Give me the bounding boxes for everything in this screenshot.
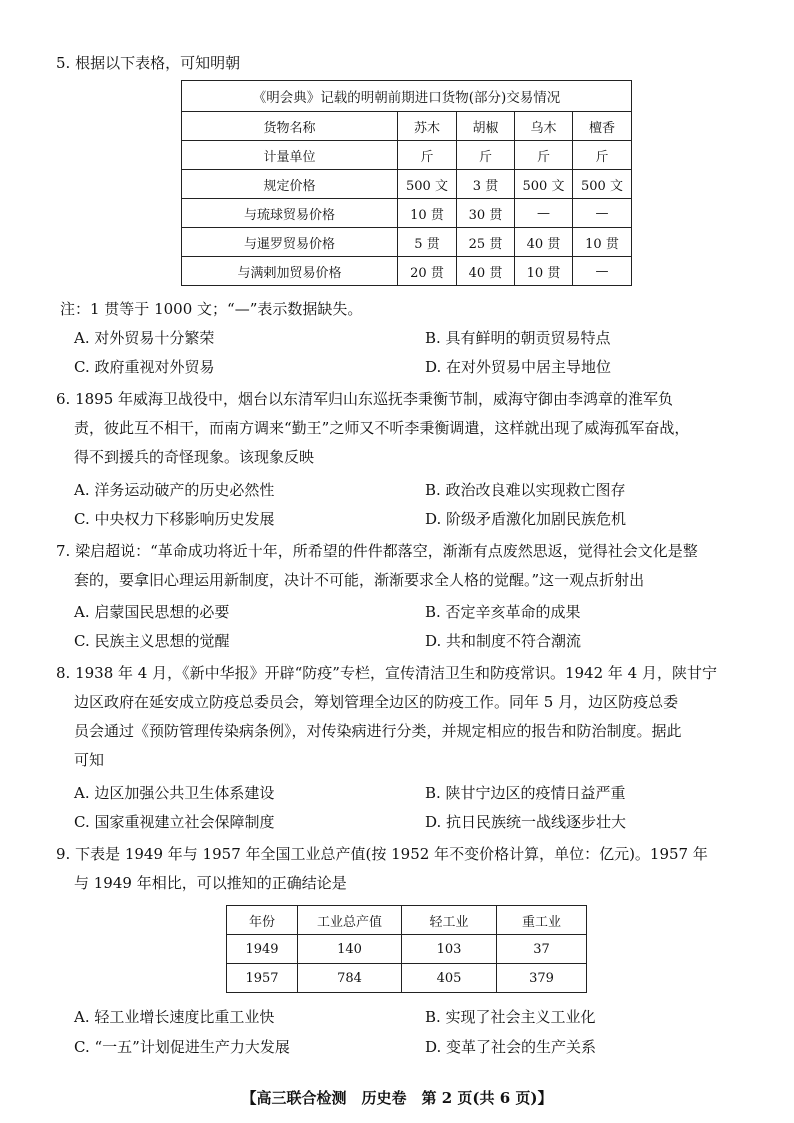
q9-table [226,905,587,993]
table-cell: 30 贯 [457,199,515,228]
table-cell: — [573,257,632,286]
table-cell: 37 [497,935,587,964]
table-cell: 40 贯 [457,257,515,286]
table-row [182,170,632,199]
q6-option-a: A. 洋务运动破产的历史必然性 [74,481,275,499]
q8-stem-line-3: 员会通过《预防管理传染病条例》，对传染病进行分类，并规定相应的报告和防治制度。据此 [74,722,682,740]
q9-stem-line-1: 9. 下表是 1949 年与 1957 年全国工业总产值(按 1952 年不变价格计算，单位：亿元)。1957 年 [56,845,708,863]
table-cell: 重工业 [497,906,587,935]
table-cell: 10 贯 [515,257,573,286]
table-cell: 年份 [227,906,298,935]
q9-option-d: D. 变革了社会的生产关系 [425,1038,597,1056]
q6-option-d: D. 阶级矛盾激化加剧民族危机 [425,510,627,528]
q7-option-c: C. 民族主义思想的觉醒 [74,632,230,650]
q5-option-c: C. 政府重视对外贸易 [74,358,215,376]
table-cell: 500 文 [398,170,457,199]
table-cell: 与满剌加贸易价格 [182,257,398,286]
q8-option-b: B. 陕甘宁边区的疫情日益严重 [425,784,626,802]
table-cell: 斤 [515,141,573,170]
table-cell: 计量单位 [182,141,398,170]
q5-table-caption: 《明会典》记载的明朝前期进口货物(部分)交易情况 [182,81,632,112]
table-cell: 檀香 [573,112,632,141]
table-cell: 规定价格 [182,170,398,199]
table-cell: — [515,199,573,228]
q8-option-d: D. 抗日民族统一战线逐步壮大 [425,813,627,831]
table-cell: 500 文 [573,170,632,199]
table-row [182,228,632,257]
table-cell: 500 文 [515,170,573,199]
table-cell: 405 [402,964,497,993]
table-cell: 40 贯 [515,228,573,257]
table-row [227,906,587,935]
q5-option-d: D. 在对外贸易中居主导地位 [425,358,612,376]
table-row [227,964,587,993]
q9-option-a: A. 轻工业增长速度比重工业快 [74,1008,275,1026]
table-cell: 1949 [227,935,298,964]
q8-option-c: C. 国家重视建立社会保障制度 [74,813,275,831]
table-cell: 货物名称 [182,112,398,141]
q5-note: 注：1 贯等于 1000 文；“—”表示数据缺失。 [60,300,363,318]
table-cell: 轻工业 [402,906,497,935]
table-cell: 784 [298,964,402,993]
q6-option-c: C. 中央权力下移影响历史发展 [74,510,275,528]
q5-table [181,80,632,286]
q7-option-a: A. 启蒙国民思想的必要 [74,603,230,621]
q9-option-b: B. 实现了社会主义工业化 [425,1008,596,1026]
table-cell: 103 [402,935,497,964]
table-cell: 10 贯 [398,199,457,228]
table-cell: 379 [497,964,587,993]
q8-option-a: A. 边区加强公共卫生体系建设 [74,784,275,802]
q8-stem-line-1: 8. 1938 年 4 月，《新中华报》开辟“防疫”专栏，宣传清洁卫生和防疫常识。1942 年 4 月，陕甘宁 [56,664,717,682]
q6-stem-line-3: 得不到援兵的奇怪现象。该现象反映 [74,448,315,466]
q8-stem-line-4: 可知 [74,751,105,769]
q7-stem-line-1: 7. 梁启超说：“革命成功将近十年，所希望的件件都落空，渐渐有点废然思返，觉得社会文化是整 [56,542,698,560]
q5-option-b: B. 具有鲜明的朝贡贸易特点 [425,329,611,347]
table-cell: 1957 [227,964,298,993]
q5-stem: 5. 根据以下表格，可知明朝 [56,54,241,72]
table-cell: 与琉球贸易价格 [182,199,398,228]
q7-stem-line-2: 套的，要拿旧心理运用新制度，决计不可能，渐渐要求全人格的觉醒。”这一观点折射出 [74,571,645,589]
q6-stem-line-2: 责，彼此互不相干，而南方调来“勤王”之师又不听李秉衡调遣，这样就出现了威海孤军奋战， [74,419,690,437]
table-row [227,935,587,964]
q6-option-b: B. 政治改良难以实现救亡图存 [425,481,626,499]
table-cell: 工业总产值 [298,906,402,935]
table-cell: 140 [298,935,402,964]
table-row [182,141,632,170]
table-row [182,112,632,141]
table-row [182,257,632,286]
table-cell: 斤 [398,141,457,170]
q6-stem-line-1: 6. 1895 年威海卫战役中，烟台以东清军归山东巡抚李秉衡节制，威海守御由李鸿章的淮军负 [56,390,674,408]
q7-option-d: D. 共和制度不符合潮流 [425,632,582,650]
table-cell: — [573,199,632,228]
table-cell: 胡椒 [457,112,515,141]
q9-stem-line-2: 与 1949 年相比，可以推知的正确结论是 [74,874,347,892]
page-footer: 【高三联合检测 历史卷 第 2 页(共 6 页)】 [241,1089,553,1107]
table-cell: 斤 [573,141,632,170]
q9-option-c: C. “一五”计划促进生产力大发展 [74,1038,290,1056]
q5-option-a: A. 对外贸易十分繁荣 [74,329,215,347]
q7-option-b: B. 否定辛亥革命的成果 [425,603,581,621]
table-cell: 斤 [457,141,515,170]
table-cell: 3 贯 [457,170,515,199]
table-cell: 乌木 [515,112,573,141]
table-row [182,199,632,228]
table-cell: 20 贯 [398,257,457,286]
table-cell: 与暹罗贸易价格 [182,228,398,257]
table-cell: 25 贯 [457,228,515,257]
table-cell: 苏木 [398,112,457,141]
table-cell: 10 贯 [573,228,632,257]
table-cell: 5 贯 [398,228,457,257]
q8-stem-line-2: 边区政府在延安成立防疫总委员会，筹划管理全边区的防疫工作。同年 5 月，边区防疫总委 [74,693,679,711]
